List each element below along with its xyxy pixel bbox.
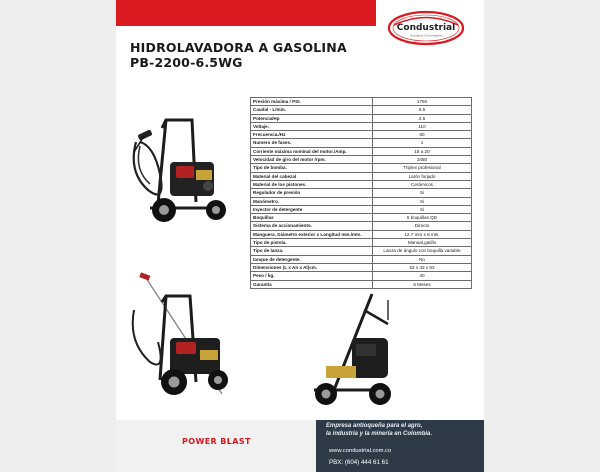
spec-row (251, 272, 472, 280)
spec-label: Velocidad de giro del motor /rpm. (251, 156, 373, 164)
spec-value: Lanza de ángulo con boquilla variable (373, 247, 472, 255)
spec-label: Tipo de lanza. (251, 247, 373, 255)
spec-row (251, 280, 472, 288)
spec-value: 1750 (373, 98, 472, 106)
spec-label: Corriente máxima nominal del motor./Amp. (251, 147, 373, 155)
spec-label: Potencia/Hp (251, 114, 373, 122)
spec-label: Material del cabezal (251, 172, 373, 180)
spec-row (251, 164, 472, 172)
footer-brand-area (116, 420, 316, 472)
spec-label: Material de los pistones. (251, 180, 373, 188)
spec-row (251, 98, 472, 106)
specifications-table (250, 97, 472, 289)
spec-value: Manual,gatillo (373, 239, 472, 247)
spec-label: Sistema de accionamiento. (251, 222, 373, 230)
spec-row (251, 230, 472, 238)
spec-value: Directo (373, 222, 472, 230)
spec-value: Latón forjado (373, 172, 472, 180)
spec-row (251, 263, 472, 271)
spec-value: 6 Meses (373, 280, 472, 288)
spec-label: tanque de detergente. (251, 255, 373, 263)
spec-row (251, 139, 472, 147)
spec-value: Triplex profesional (373, 164, 472, 172)
spec-value: 110 (373, 122, 472, 130)
spec-row (251, 106, 472, 114)
spec-value: 53 x 43 x 83 (373, 263, 472, 271)
product-title (130, 40, 347, 70)
spec-label: Voltaje. (251, 122, 373, 130)
spec-value: Si (373, 197, 472, 205)
spec-label: Presión máxima / PSI. (251, 98, 373, 106)
spec-value: Si (373, 205, 472, 213)
logo-tagline: Industria Colombiana (409, 33, 443, 38)
spec-row (251, 114, 472, 122)
spec-value: Si (373, 189, 472, 197)
company-tagline-line2: la industria y la minería en Colombia. (326, 430, 433, 437)
company-tagline (326, 423, 476, 438)
spec-row (251, 214, 472, 222)
pressure-washer-front-image (130, 112, 234, 230)
spec-row (251, 189, 472, 197)
red-header-band (116, 0, 376, 26)
spec-row (251, 205, 472, 213)
spec-label: Tipo de pistola. (251, 239, 373, 247)
condustrial-logo (386, 9, 466, 47)
spec-label: Manguera. Diámetro exterior x Longitud mm./mts. (251, 230, 373, 238)
spec-row (251, 222, 472, 230)
spec-row (251, 255, 472, 263)
spec-value: 6.5 (373, 106, 472, 114)
spec-row (251, 131, 472, 139)
spec-value: 12.7 mm x 8 mts. (373, 230, 472, 238)
spec-label: Caudal - L/min. (251, 106, 373, 114)
spec-value: 1 (373, 139, 472, 147)
product-title-line1: HIDROLAVADORA A GASOLINA (130, 40, 347, 55)
spec-label: Tipo de bomba. (251, 164, 373, 172)
spec-row (251, 239, 472, 247)
brand-name: POWER BLAST (182, 437, 251, 446)
product-model: PB-2200-6.5WG (130, 55, 243, 70)
spec-label: Boquillas (251, 214, 373, 222)
spec-value: 2.5 (373, 114, 472, 122)
spec-label: Regulador de presión (251, 189, 373, 197)
spec-value: 60 (373, 131, 472, 139)
pressure-washer-side-image (126, 272, 246, 397)
spec-value: Cerámicos (373, 180, 472, 188)
spec-value: 18 a 20 (373, 147, 472, 155)
spec-value: No (373, 255, 472, 263)
spec-row (251, 172, 472, 180)
spec-value: 3450 (373, 156, 472, 164)
spec-row (251, 147, 472, 155)
spec-label: Peso / kg. (251, 272, 373, 280)
spec-label: Numero de fases. (251, 139, 373, 147)
spec-label: Frecuencia./Hz (251, 131, 373, 139)
spec-value: 5 boquillas QD (373, 214, 472, 222)
pressure-washer-rear-image (304, 290, 404, 408)
spec-label: Garantía (251, 280, 373, 288)
spec-row (251, 156, 472, 164)
spec-row (251, 122, 472, 130)
product-sheet (116, 0, 484, 472)
spec-row (251, 197, 472, 205)
spec-value: 40 (373, 272, 472, 280)
website-link[interactable]: www.condustrial.com.co (329, 448, 392, 454)
phone-number: PBX: (604) 444 61 61 (329, 459, 389, 466)
spec-row (251, 180, 472, 188)
logo-name: Condustrial (396, 23, 456, 33)
spec-label: Manómetro. (251, 197, 373, 205)
company-tagline-line1: Empresa antioqueña para el agro, (326, 423, 423, 429)
spec-label: Inyector de detergente (251, 205, 373, 213)
spec-label: Dimensiones (L x An x Al)cm. (251, 263, 373, 271)
spec-row (251, 247, 472, 255)
